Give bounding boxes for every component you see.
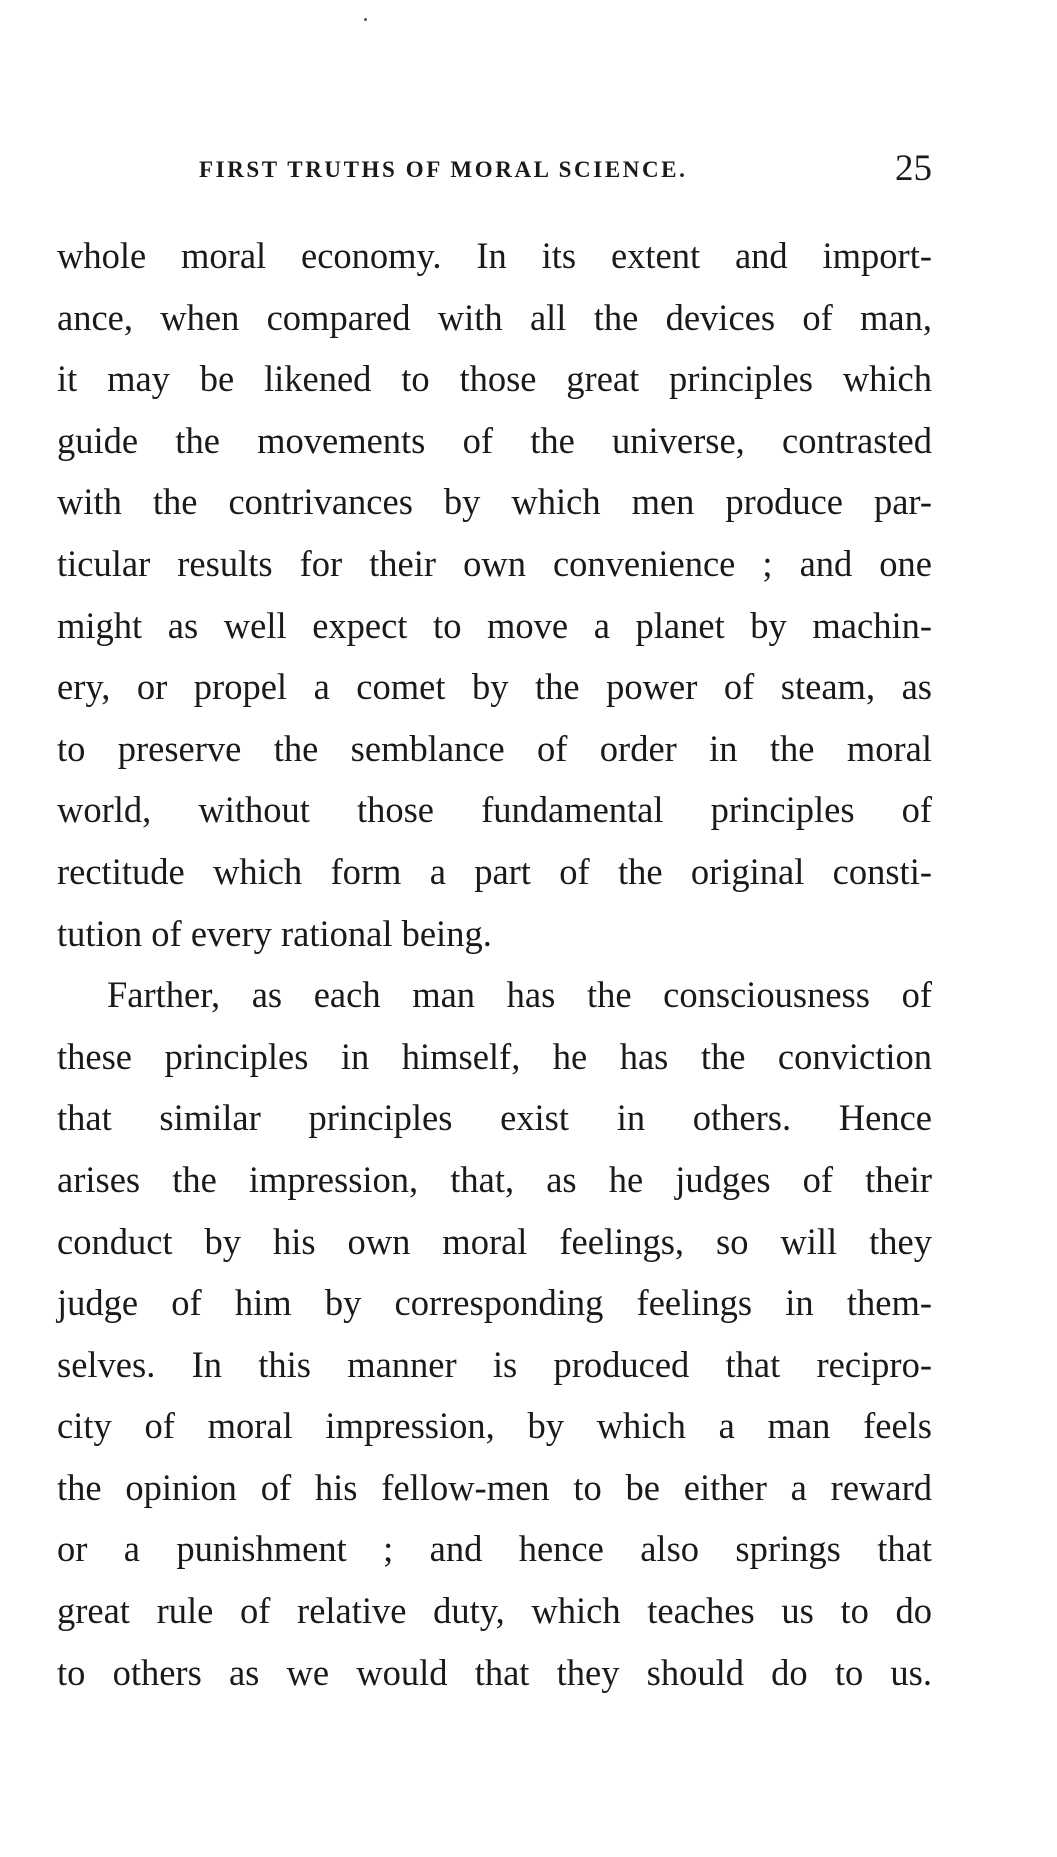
text-line: selves. In this manner is produced that recipro-: [57, 1343, 932, 1385]
text-line: arises the impression, that, as he judges of their: [57, 1158, 932, 1200]
text-line: that similar principles exist in others. Hence: [57, 1097, 932, 1139]
text-line: judge of him by corresponding feelings in them-: [57, 1282, 932, 1324]
text-line: the opinion of his fellow-men to be either a reward: [57, 1466, 932, 1508]
text-line: whole moral economy. In its extent and import-: [57, 235, 932, 276]
text-line: might as well expect to move a planet by machin-: [57, 604, 932, 646]
paragraph-1: [57, 225, 932, 964]
paragraph-2: [57, 964, 932, 1703]
running-title: FIRST TRUTHS OF MORAL SCIENCE.: [199, 157, 688, 182]
text-line: it may be likened to those great principles which: [57, 358, 932, 400]
page-number: 25: [895, 148, 932, 189]
text-line: to preserve the semblance of order in the moral: [57, 727, 932, 769]
text-line: great rule of relative duty, which teaches us to do: [57, 1590, 932, 1632]
text-line: ticular results for their own convenience ; and one: [57, 542, 932, 584]
text-line: to others as we would that they should do to us.: [57, 1651, 932, 1693]
text-line: Farther, as each man has the consciousness of: [107, 974, 932, 1016]
text-line: world, without those fundamental principles of: [57, 789, 932, 831]
text-line: these principles in himself, he has the conviction: [57, 1035, 932, 1077]
text-line: rectitude which form a part of the original consti-: [57, 850, 932, 892]
running-head: [57, 147, 932, 187]
text-line: conduct by his own moral feelings, so will they: [57, 1220, 932, 1262]
print-speck: [364, 18, 367, 21]
text-line: or a punishment ; and hence also springs that: [57, 1528, 932, 1570]
text-line: with the contrivances by which men produce par-: [57, 481, 932, 523]
text-line: tution of every rational being.: [57, 912, 492, 954]
text-line: city of moral impression, by which a man feels: [57, 1405, 932, 1447]
text-line: guide the movements of the universe, contrasted: [57, 419, 932, 461]
text-line: ance, when compared with all the devices of man,: [57, 296, 932, 338]
body-text: [57, 225, 932, 1703]
text-line: ery, or propel a comet by the power of steam, as: [57, 666, 932, 708]
